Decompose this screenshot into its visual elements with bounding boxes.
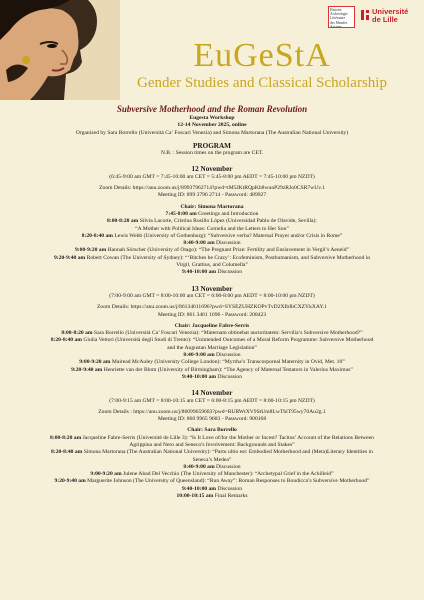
program-item [0, 493, 424, 500]
halma-logo-line: Littérature [330, 16, 346, 21]
program-item [0, 255, 424, 270]
item-text: Discussion [217, 373, 242, 380]
day-heading: 13 November [191, 284, 233, 293]
program-item [0, 449, 424, 464]
program-item [0, 478, 424, 485]
day-times: (7:00-9:15 am GMT = 8:00-10:15 am CET = 6:00-8:15 pm AEDT = 8:00-10:15 pm NZDT) [109, 397, 315, 404]
item-text-cont: “A Mother with Political Ideas: Cornelia and the Letters to Her Son” [135, 225, 289, 232]
item-text: Lewis Webb (University of Gothenburg): “Subversive verba? Maternal Prayer and/or Crisis in Rome” [114, 232, 343, 239]
item-time: 10:00-10:15 am [176, 493, 214, 500]
program-item [0, 247, 424, 254]
item-text: Julene Abad Del Vecchio (The University of Manchester): “Archetypal Grief in the Achilleid” [123, 471, 334, 478]
lille-logo-line: Université [372, 7, 409, 16]
program-item [0, 374, 424, 381]
item-time: 9:00-9:20 am [75, 247, 107, 254]
item-text-cont: Seneca’s Medea” [192, 456, 232, 463]
item-time: 7:45-8:00 am [165, 210, 197, 217]
lille-mark-icon [360, 9, 370, 21]
day-times: (6:45-9:00 am GMT = 7:45-10:00 am CET = 5:45-8:00 pm AEDT = 7:45-10:00 pm NZDT) [109, 173, 315, 180]
item-text: Discussion [217, 485, 242, 492]
halma-logo [328, 6, 355, 28]
brand [100, 38, 424, 92]
item-text: Jacqueline Fabre-Serris (Université de Lille 3): “Is It Love of/for the Mother or Incest? Tacitus’ Account of the Relations Between [82, 434, 374, 441]
halma-logo-line: des Mondes [330, 20, 348, 25]
universite-de-lille-logo [360, 6, 420, 28]
item-time: 8:40-9:00 am [183, 240, 215, 247]
item-time: 9:00-9:20 am [90, 471, 122, 478]
program-item [0, 359, 424, 366]
brand-subtitle: Gender Studies and Classical Scholarship [137, 75, 387, 91]
workshop-title: Subversive Motherhood and the Roman Revolution [116, 104, 308, 114]
item-time: 9:40-10:00 am [182, 373, 217, 380]
item-time: 8:20-8:40 am [50, 337, 82, 344]
timezone-note: N.B. : Session times on the program are CET. [160, 150, 264, 157]
item-text-cont: and the Augustan Marriage Legislation” [167, 344, 257, 351]
organizers: Organized by Sara Borrello (Università Ca’ Foscari Venezia) and Simona Martorana (The Australian National University) [75, 129, 349, 136]
day-heading: 14 November [191, 389, 233, 398]
item-text: Giulia Vettori (Università degli Studi di Trento): “Unintended Outcomes of a Moral Reform Programme: Subversive Motherhood [83, 337, 374, 344]
program-item [0, 367, 424, 374]
item-text: Discussion [216, 240, 241, 247]
item-time: 8:20-8:40 am [51, 449, 83, 456]
item-time: 9:20-9:40 am [53, 254, 86, 261]
item-text-cont: Agrippina and Nero and Seneca’s Involvement: Backgrounds and Stakes” [129, 441, 295, 448]
item-time: 9:40-10:00 am [182, 269, 217, 276]
program-item [0, 337, 424, 352]
item-text: Final Remarks [214, 493, 248, 500]
session-chair: Chair: Jacqueline Fabre-Serris [174, 322, 250, 329]
item-text: Sara Borrello (Università Ca’ Foscari Venezia): “Maternam obtinebat auctoritatem: Servilia’s Subversive Motherhood?” [93, 330, 363, 337]
item-time: 9:00-9:20 am [79, 359, 111, 366]
zoom-link[interactable]: Zoom Details : https://anu.zoom.us/j/86099659683?pwd=RURWtXV9StUm8LwTbiT95wy70Au2g.1 [98, 408, 326, 415]
meeting-id: Meeting ID: 899 3796 2714 - Password: 489927 [157, 192, 267, 199]
zoom-link[interactable]: Zoom Details: https://anu.zoom.us/j/89937962714?pwd=tM5JKtRQpKb8wunP29zRJo0CSR7wUv.1 [99, 185, 325, 192]
item-text: Marguerite Johnson (The University of Queensland): “Run Away”: Roman Responses to Boudicca’s Subversive Motherhood” [87, 478, 370, 485]
item-text-cont: Virgil, Grattius, and Columella” [176, 262, 248, 269]
item-time: 8:00-8:20 am [50, 434, 82, 441]
program-item [0, 435, 424, 450]
program-content [0, 104, 424, 500]
lille-logo-line: de Lille [372, 15, 398, 24]
item-text: Simona Martorana (The Australian National University): “Partu ultio est: Embodied Motherhood and (Meta)Literary Identities in [83, 449, 373, 456]
item-text: Henriette van der Blom (University of Birmingham): “The Agency of Maternal Testators in Valerius Maximus” [103, 366, 353, 373]
item-time: 8:00-8:20 am [61, 330, 93, 337]
item-time: 8:40-9:00 am [183, 352, 215, 359]
halma-logo-line: Anciens [330, 24, 342, 28]
zoom-link[interactable]: Zoom Details: https://anu.zoom.us/j/86134611696?pwd=SYSEZUHZKOPvTvD2XIbIbCXZYkXAY.1 [97, 304, 327, 311]
item-time: 8:20-8:40 am [81, 232, 113, 239]
item-time: 9:20-9:40 am [54, 478, 86, 485]
item-text: Mairead McAuley (University College London): “Myrrha’s Transcorporeal Maternity in Ovid, Met. 10” [111, 359, 345, 366]
item-text: Greetings and Introduction [198, 210, 259, 217]
halma-logo-line: Archéologie [330, 12, 348, 17]
item-text: Hannah Sörscher (University of Otago): “The Pregnant Prize: Fertility and Enslavement in Vergil’s Aeneid” [107, 247, 349, 254]
item-time: 8:40-9:00 am [183, 463, 215, 470]
item-time: 9:40-10:00 am [182, 485, 217, 492]
session-chair: Chair: Simona Martorana [180, 203, 244, 210]
workshop-dates: 12-14 November 2025, online [177, 122, 247, 129]
meeting-id: Meeting ID: 861 3461 1696 - Password: 208423 [157, 311, 267, 318]
day-heading: 12 November [191, 165, 233, 174]
item-text: Silvia Lacorte, Cristina Rosillo López (Universidad Pablo de Olavide, Sevilla): [139, 218, 317, 225]
program-item [0, 233, 424, 240]
brand-title: EuGeStA [193, 37, 331, 74]
item-time: 9:20-9:40 am [71, 366, 103, 373]
program-heading: PROGRAM [193, 141, 231, 150]
item-time: 8:00-8:20 am [107, 218, 139, 225]
item-text: Discussion [217, 269, 242, 276]
day-times: (7:00-9:00 am GMT = 8:00-10:00 am CET = 6:00-8:00 pm AEDT = 8:00-10:00 pm NZDT) [109, 292, 315, 299]
program-item [0, 269, 424, 276]
workshop-label: Eugesta Workshop [189, 115, 235, 121]
program-item [0, 218, 424, 233]
meeting-id: Meeting ID: 860 9965 9683 - Password: 900168 [157, 416, 267, 423]
halma-logo-line: Histoire [330, 8, 342, 12]
session-chair: Chair: Sara Borrello [187, 427, 237, 434]
item-text: Discussion [216, 463, 241, 470]
program-item [0, 486, 424, 493]
header [0, 0, 424, 100]
item-text: Discussion [216, 352, 241, 359]
item-text: Robert Cowan (The University of Sydney): “‘Bitches be Crazy’: Ecofeminism, Posthumanism, and Subversive Motherhood in [86, 254, 370, 261]
